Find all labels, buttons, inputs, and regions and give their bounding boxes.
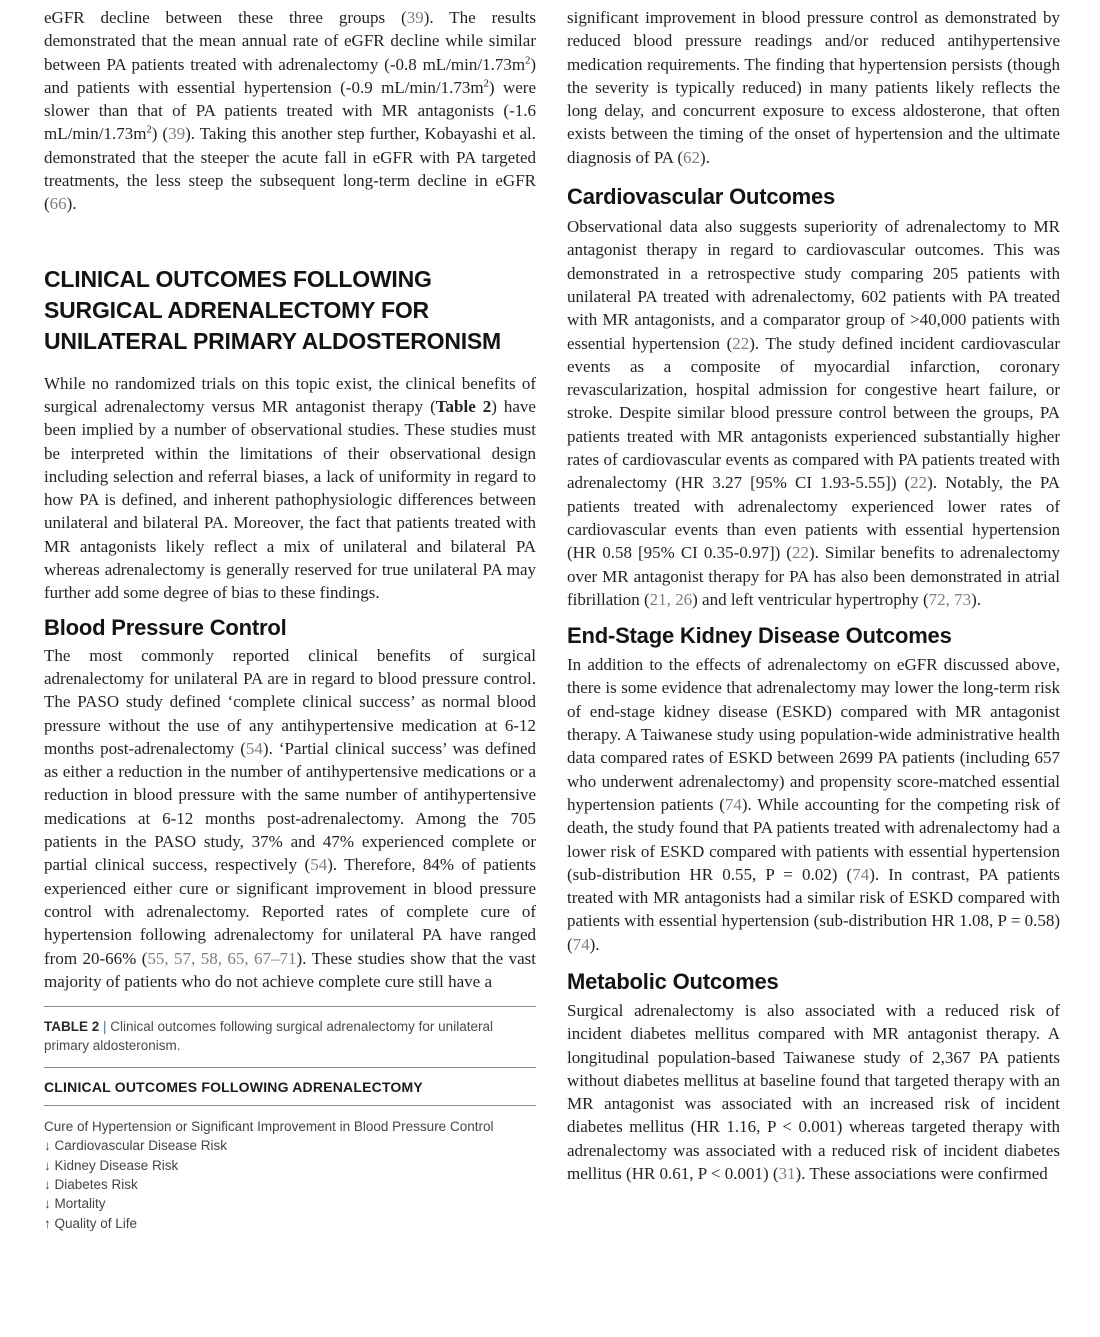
text-segment: ). Notably, the PA patients treated with adrenalectomy experienced lower rates of cardiovascular events than even patients with essential hypertension (HR 0.58 [95% CI 0.35-0.97]) ( xyxy=(567,473,1060,563)
text-segment: The most commonly reported clinical benefits of surgical adrenalectomy for unilateral PA are in regard to blood pressure control. The PASO study defined ‘complete clinical success’ as normal blood pressure without the use of any antihypertensive medication at 6-12 months post-adrenalectomy ( xyxy=(44,645,536,758)
citation: 74 xyxy=(572,934,590,954)
table2-column-header: CLINICAL OUTCOMES FOLLOWING ADRENALECTOMY xyxy=(44,1079,423,1096)
section-heading-line: UNILATERAL PRIMARY ALDOSTERONISM xyxy=(44,327,502,354)
table2 xyxy=(44,1006,536,1233)
text-segment: ). In contrast, PA patients treated with MR antagonists had a similar risk of ESKD compared with patients with essential hypertension (sub-distribution HR 1.08, P = 0.58) ( xyxy=(567,864,1060,954)
paragraph-observational-limitations xyxy=(44,372,536,605)
text-segment: 2 xyxy=(146,124,152,136)
section-heading-clinical-outcomes xyxy=(44,264,536,357)
citation: 22 xyxy=(732,333,750,353)
citation: 21, 26 xyxy=(649,589,693,609)
right-column xyxy=(567,0,1060,1185)
text-segment: ) and patients with essential hypertension (-0.9 mL/min/1.73m xyxy=(44,54,536,97)
citation: 74 xyxy=(852,864,870,884)
section-heading-line: CLINICAL OUTCOMES FOLLOWING xyxy=(44,265,432,292)
text-segment: ). These studies show that the vast majority of patients who do not achieve complete cure still have a xyxy=(44,948,537,991)
text-segment: ) were slower than that of PA patients treated with MR antagonists (-1.6 mL/min/1.73m xyxy=(44,77,536,144)
citation: 39 xyxy=(406,8,424,27)
text-segment: ). Therefore, 84% of patients experienced either cure or significant improvement in blood pressure control with adrenalectomy. Reported rates of complete cure of hypertension following adrenalectomy for unilateral PA have ranged from 20-66% ( xyxy=(44,855,536,968)
text-segment: | xyxy=(99,1019,111,1035)
text-segment: significant improvement in blood pressure control as demonstrated by reduced blood pressure readings and/or reduced antihypertensive medication requirements. The finding that hypertension persists (though the severity is typically reduced) in many patients likely reflects the long delay, and concurrent exposure to excess aldosterone, that often exists between the timing of the onset of hypertension and the ultimate diagnosis of PA ( xyxy=(567,8,1060,167)
text-segment: ) and left ventricular hypertrophy ( xyxy=(692,589,929,609)
citation: 55, 57, 58, 65, 67–71 xyxy=(147,948,297,968)
text-segment: ). ‘Partial clinical success’ was defined as either a reduction in the number of antihypertensive medications or a reduction in blood pressure with the same number of antihypertensive medications at 6-12 months post-adrenalectomy. Among the 705 patients in the PASO study, 37% and 47% experienced complete or partial clinical success, respectively ( xyxy=(44,738,536,875)
citation: 54 xyxy=(310,855,328,875)
table2-rule-top xyxy=(44,1006,536,1007)
text-segment: Clinical outcomes following surgical adrenalectomy for unilateral primary aldosteronism. xyxy=(44,1019,493,1054)
text-segment: Surgical adrenalectomy is also associated with a reduced risk of incident diabetes mellitus compared with MR antagonist therapy. A longitudinal population-based Taiwanese study of 2,367 PA patients without diabetes mellitus at baseline found that targeted therapy with an MR antagonist was associated with an increased risk of incident diabetes mellitus (HR 1.16, P < 0.001) whereas targeted therapy with adrenalectomy was associated with a reduced risk of incident diabetes mellitus (HR 0.61, P < 0.001) ( xyxy=(567,1000,1060,1184)
text-segment: ). xyxy=(971,589,982,609)
subheading-cardiovascular-outcomes: Cardiovascular Outcomes xyxy=(567,184,836,210)
text-segment: ). xyxy=(700,147,710,167)
text-segment: ) have been implied by a number of observational studies. These studies must be interpreted within the limitations of their observational design including selection and referral biases, a lack of uniformity in regard to how PA is defined, and inherent pathophysiologic differences between unilateral and bilateral PA. Moreover, the fact that patients treated with MR antagonists likely reflect a mix of unilateral and bilateral PA whereas adrenalectomy is generally reserved for true unilateral PA may further add some degree of bias to these findings. xyxy=(44,396,536,603)
paragraph-blood-pressure-control xyxy=(44,644,536,993)
text-segment: 2 xyxy=(525,54,531,66)
text-segment: Table 2 xyxy=(435,396,492,416)
subheading-metabolic-outcomes: Metabolic Outcomes xyxy=(567,968,779,994)
text-segment: In addition to the effects of adrenalectomy on eGFR discussed above, there is some evidence that adrenalectomy may lower the long-term risk of end-stage kidney disease (ESKD) compared with MR antagonist therapy. A Taiwanese study using population-wide administrative health data compared rates of ESKD between 2699 PA patients (including 657 who underwent adrenalectomy) and propensity score-matched essential hypertension patients ( xyxy=(567,655,1060,814)
paragraph-eskd-outcomes xyxy=(567,653,1060,956)
table2-row: Cure of Hypertension or Significant Improvement in Blood Pressure Control xyxy=(44,1119,494,1135)
text-segment: ). Taking this another step further, Kobayashi et al. demonstrated that the steeper the acute fall in eGFR with PA targeted treatments, the less steep the subsequent long-term decline in eGFR ( xyxy=(44,124,536,214)
text-segment: ). The results demonstrated that the mean annual rate of eGFR decline while similar between PA patients treated with adrenalectomy (-0.8 mL/min/1.73m xyxy=(44,8,536,74)
table2-body xyxy=(44,1117,536,1233)
subheading-blood-pressure-control: Blood Pressure Control xyxy=(44,614,287,640)
text-segment: TABLE 2 xyxy=(44,1019,100,1035)
text-segment: ). Similar benefits to adrenalectomy over MR antagonist therapy for PA has also been demonstrated in atrial fibrillation ( xyxy=(567,543,1061,609)
citation: 22 xyxy=(791,543,809,563)
table2-row: ↓ Mortality xyxy=(44,1196,106,1212)
text-segment: Observational data also suggests superiority of adrenalectomy to MR antagonist therapy in regard to cardiovascular outcomes. This was demonstrated in a retrospective study comparing 205 patients with unilateral PA treated with adrenalectomy, 602 patients with PA treated with MR antagonists, and a comparator group of >40,000 patients with essential hypertension ( xyxy=(567,217,1060,353)
left-column xyxy=(44,0,536,1233)
citation: 31 xyxy=(778,1164,796,1184)
text-segment: ). The study defined incident cardiovascular events as a composite of myocardial infarction, coronary revascularization, hospital admission for congestive heart failure, or stroke. Despite similar blood pressure control between the groups, PA patients treated with MR antagonists experienced substantially higher rates of cardiovascular events as compared with PA patients treated with adrenalectomy (HR 3.27 [95% CI 1.93-5.55]) ( xyxy=(567,333,1060,493)
citation: 22 xyxy=(910,473,928,493)
paragraph-metabolic-outcomes xyxy=(567,999,1060,1185)
text-segment: 2 xyxy=(483,78,489,90)
paragraph-cardiovascular-outcomes xyxy=(567,215,1060,611)
table2-row: ↓ Diabetes Risk xyxy=(44,1176,138,1192)
text-segment: ). These associations were confirmed xyxy=(795,1164,1048,1184)
citation: 72, 73 xyxy=(928,589,972,609)
text-segment: While no randomized trials on this topic exist, the clinical benefits of surgical adrenalectomy versus MR antagonist therapy ( xyxy=(44,373,536,416)
text-segment: ) ( xyxy=(151,124,169,144)
paragraph-egfr-decline xyxy=(44,6,536,216)
citation: 39 xyxy=(168,124,186,144)
text-segment: ). xyxy=(589,934,600,954)
section-heading-line: SURGICAL ADRENALECTOMY FOR xyxy=(44,296,429,323)
text-segment: eGFR decline between these three groups ( xyxy=(44,8,407,27)
table2-row: ↑ Quality of Life xyxy=(44,1215,138,1231)
table2-row: ↓ Cardiovascular Disease Risk xyxy=(44,1138,228,1154)
text-segment: ). xyxy=(66,194,77,214)
table2-caption xyxy=(44,1017,536,1055)
text-segment: ). While accounting for the competing risk of death, the study found that PA patients treated with adrenalectomy had a lower risk of ESKD compared with patients with essential hypertension (sub-distribution HR 0.55, P = 0.02) ( xyxy=(567,794,1060,884)
citation: 66 xyxy=(49,194,67,214)
citation: 62 xyxy=(683,147,701,167)
citation: 74 xyxy=(724,794,742,814)
citation: 54 xyxy=(245,738,263,758)
subheading-eskd-outcomes: End-Stage Kidney Disease Outcomes xyxy=(567,623,952,649)
table2-rule-below-header xyxy=(44,1105,536,1106)
paragraph-blood-pressure-continued xyxy=(567,6,1060,169)
table2-row: ↓ Kidney Disease Risk xyxy=(44,1157,179,1173)
